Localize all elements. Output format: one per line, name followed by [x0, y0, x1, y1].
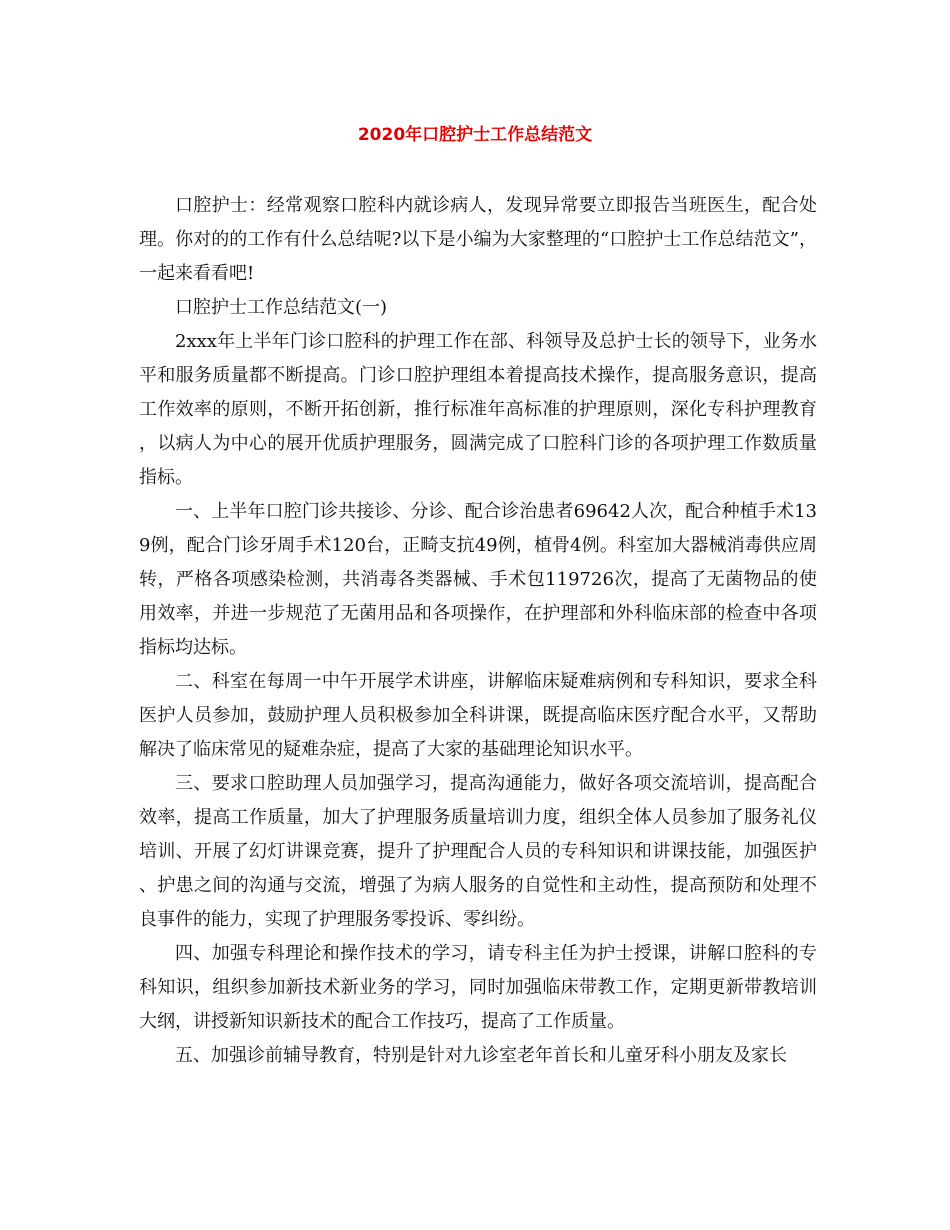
document-title: 2020年口腔护士工作总结范文	[357, 125, 593, 145]
document-body	[139, 189, 817, 1073]
item-one-paragraph: 一、上半年口腔门诊共接诊、分诊、配合诊治患者69642人次，配合种植手术139例，配合门诊牙周手术120台，正畸支抗49例，植骨4例。科室加大器械消毒供应周转，严格各项感染检测，共消毒各类器械、手术包119726次，提高了无菌物品的使用效率，并进一步规范了无菌用品和各项操作，在护理部和外科临床部的检查中各项指标均达标。	[139, 501, 817, 658]
item-four-paragraph: 四、加强专科理论和操作技术的学习，请专科主任为护士授课，讲解口腔科的专科知识，组织参加新技术新业务的学习，同时加强临床带教工作，定期更新带教培训大纲，讲授新知识新技术的配合工作技巧，提高了工作质量。	[139, 943, 817, 1032]
intro-paragraph: 口腔护士：经常观察口腔科内就诊病人，发现异常要立即报告当班医生，配合处理。你对的的工作有什么总结呢?以下是小编为大家整理的“口腔护士工作总结范文”，一起来看看吧!	[139, 195, 817, 284]
item-five-paragraph: 五、加强诊前辅导教育，特别是针对九诊室老年首长和儿童牙科小朋友及家长	[175, 1045, 787, 1066]
item-three-paragraph: 三、要求口腔助理人员加强学习，提高沟通能力，做好各项交流培训，提高配合效率，提高工作质量，加大了护理服务质量培训力度，组织全体人员参加了服务礼仪培训、开展了幻灯讲课竞赛，提升了护理配合人员的专科知识和讲课技能，加强医护、护患之间的沟通与交流，增强了为病人服务的自觉性和主动性，提高预防和处理不良事件的能力，实现了护理服务零投诉、零纠纷。	[139, 773, 817, 930]
item-two-paragraph: 二、科室在每周一中午开展学术讲座，讲解临床疑难病例和专科知识，要求全科医护人员参加，鼓励护理人员积极参加全科讲课，既提高临床医疗配合水平，又帮助解决了临床常见的疑难杂症，提高了大家的基础理论知识水平。	[139, 671, 817, 760]
summary-paragraph: 2xxx年上半年门诊口腔科的护理工作在部、科领导及总护士长的领导下，业务水平和服务质量都不断提高。门诊口腔护理组本着提高技术操作，提高服务意识，提高工作效率的原则，不断开拓创新，推行标准年高标准的护理原则，深化专科护理教育，以病人为中心的展开优质护理服务，圆满完成了口腔科门诊的各项护理工作数质量指标。	[139, 331, 817, 488]
section-heading: 口腔护士工作总结范文(一)	[175, 297, 388, 318]
